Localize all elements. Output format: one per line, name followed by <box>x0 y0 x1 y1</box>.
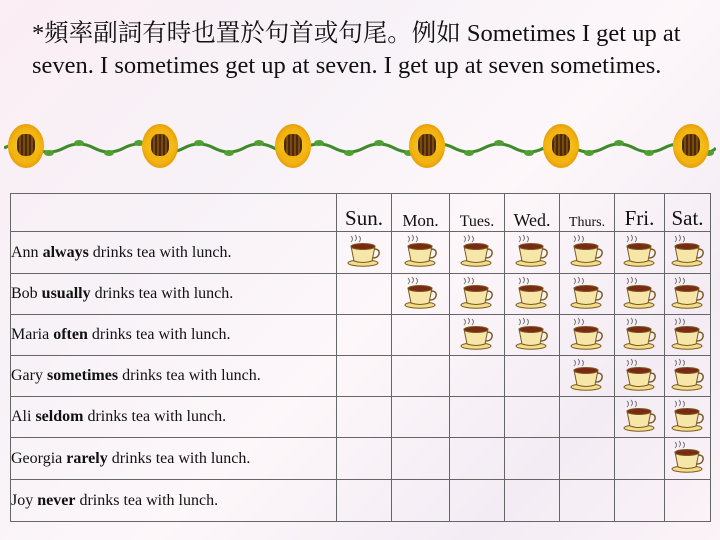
sentence-cell <box>11 397 337 438</box>
day-cell <box>337 356 392 397</box>
teacup-icon <box>458 337 496 354</box>
day-cell <box>450 274 505 315</box>
day-cell <box>560 315 615 356</box>
person-name: Gary <box>11 367 47 384</box>
frequency-adverb: usually <box>41 285 91 302</box>
frequency-adverb: always <box>42 243 89 261</box>
table-row <box>11 438 711 480</box>
day-header-wed: Wed. <box>505 194 560 232</box>
day-cell <box>665 232 711 274</box>
person-name: Bob <box>11 285 42 302</box>
person-name: Georgia <box>11 449 67 467</box>
day-cell <box>505 274 560 315</box>
teacup-icon <box>669 337 707 354</box>
day-cell <box>615 397 665 438</box>
day-cell <box>337 397 392 438</box>
teacup-icon <box>669 378 707 395</box>
day-header-thurs: Thurs. <box>560 194 615 232</box>
teacup-icon <box>621 419 659 436</box>
day-cell <box>505 232 560 274</box>
day-cell <box>560 438 615 480</box>
person-name: Ali <box>11 408 36 425</box>
day-cell <box>560 356 615 397</box>
day-cell <box>450 232 505 274</box>
day-cell <box>392 438 450 480</box>
day-cell <box>337 480 392 522</box>
day-header-tues: Tues. <box>450 194 505 232</box>
person-name: Ann <box>11 243 43 261</box>
table-row <box>11 274 711 315</box>
day-header-sat: Sat. <box>665 194 711 232</box>
day-cell <box>450 480 505 522</box>
teacup-icon <box>513 337 551 354</box>
day-cell <box>665 480 711 522</box>
teacup-icon <box>621 378 659 395</box>
person-name: Joy <box>11 491 38 509</box>
day-cell <box>615 232 665 274</box>
day-cell <box>615 274 665 315</box>
day-cell <box>615 438 665 480</box>
teacup-icon <box>513 254 551 271</box>
frequency-adverb: never <box>37 491 76 509</box>
day-cell <box>337 232 392 274</box>
day-cell <box>392 232 450 274</box>
sentence-rest: drinks tea with lunch. <box>83 408 227 425</box>
teacup-icon <box>568 296 606 313</box>
day-cell <box>392 356 450 397</box>
day-cell <box>615 315 665 356</box>
teacup-icon <box>669 296 707 313</box>
day-cell <box>560 274 615 315</box>
day-cell <box>560 480 615 522</box>
teacup-icon <box>402 254 440 271</box>
day-cell <box>450 438 505 480</box>
day-cell <box>505 438 560 480</box>
day-cell <box>337 274 392 315</box>
header-empty-cell <box>11 194 337 232</box>
day-cell <box>505 356 560 397</box>
teacup-icon <box>568 378 606 395</box>
table-row <box>11 356 711 397</box>
day-cell <box>450 356 505 397</box>
sentence-rest: drinks tea with lunch. <box>90 285 234 302</box>
day-cell <box>665 397 711 438</box>
day-cell <box>505 397 560 438</box>
sentence-rest: drinks tea with lunch. <box>75 491 219 509</box>
intro-paragraph: *頻率副詞有時也置於句首或句尾。例如 Sometimes I get up at seven. I sometimes get up at seven. I get up at seven sometimes. <box>32 20 681 79</box>
day-cell <box>665 356 711 397</box>
day-cell <box>392 274 450 315</box>
day-cell <box>392 480 450 522</box>
teacup-icon <box>621 254 659 271</box>
teacup-icon <box>458 254 496 271</box>
frequency-adverb: rarely <box>66 449 108 467</box>
frequency-adverb: sometimes <box>46 367 119 384</box>
day-cell <box>392 315 450 356</box>
day-header-fri: Fri. <box>615 194 665 232</box>
sunflower-icon <box>407 120 447 170</box>
vine-decoration <box>4 138 716 158</box>
sentence-cell <box>11 356 337 397</box>
sunflower-icon <box>541 120 581 170</box>
day-cell <box>505 315 560 356</box>
sentence-cell <box>11 480 337 522</box>
day-header-mon: Mon. <box>392 194 450 232</box>
teacup-icon <box>669 254 707 271</box>
teacup-icon <box>621 296 659 313</box>
table-row <box>11 397 711 438</box>
day-cell <box>665 274 711 315</box>
day-cell <box>337 315 392 356</box>
teacup-icon <box>458 296 496 313</box>
day-cell <box>665 438 711 480</box>
teacup-icon <box>568 337 606 354</box>
sentence-rest: drinks tea with lunch. <box>87 326 231 343</box>
sunflower-icon <box>671 120 711 170</box>
day-cell <box>337 438 392 480</box>
day-cell <box>505 480 560 522</box>
day-cell <box>665 315 711 356</box>
day-header-sun: Sun. <box>337 194 392 232</box>
teacup-icon <box>669 460 707 477</box>
sunflower-icon <box>6 120 46 170</box>
sentence-cell <box>11 438 337 480</box>
sentence-cell <box>11 315 337 356</box>
sentence-cell <box>11 232 337 274</box>
day-cell <box>615 480 665 522</box>
sentence-rest: drinks tea with lunch. <box>88 243 232 261</box>
sunflower-icon <box>140 120 180 170</box>
frequency-adverb: seldom <box>35 408 84 425</box>
teacup-icon <box>345 254 383 271</box>
teacup-icon <box>621 337 659 354</box>
table-row <box>11 232 711 274</box>
teacup-icon <box>402 296 440 313</box>
header-row <box>11 194 711 232</box>
sunflower-icon <box>273 120 313 170</box>
sentence-rest: drinks tea with lunch. <box>118 367 261 384</box>
day-cell <box>450 315 505 356</box>
day-cell <box>615 356 665 397</box>
day-cell <box>560 232 615 274</box>
day-cell <box>450 397 505 438</box>
sentence-rest: drinks tea with lunch. <box>107 449 251 467</box>
table-row <box>11 480 711 522</box>
teacup-icon <box>513 296 551 313</box>
sentence-cell <box>11 274 337 315</box>
person-name: Maria <box>11 326 54 343</box>
tea-frequency-table <box>10 193 711 522</box>
table-row <box>11 315 711 356</box>
day-cell <box>560 397 615 438</box>
day-cell <box>392 397 450 438</box>
frequency-adverb: often <box>53 326 88 343</box>
teacup-icon <box>568 254 606 271</box>
teacup-icon <box>669 419 707 436</box>
sunflower-garland <box>4 118 716 172</box>
